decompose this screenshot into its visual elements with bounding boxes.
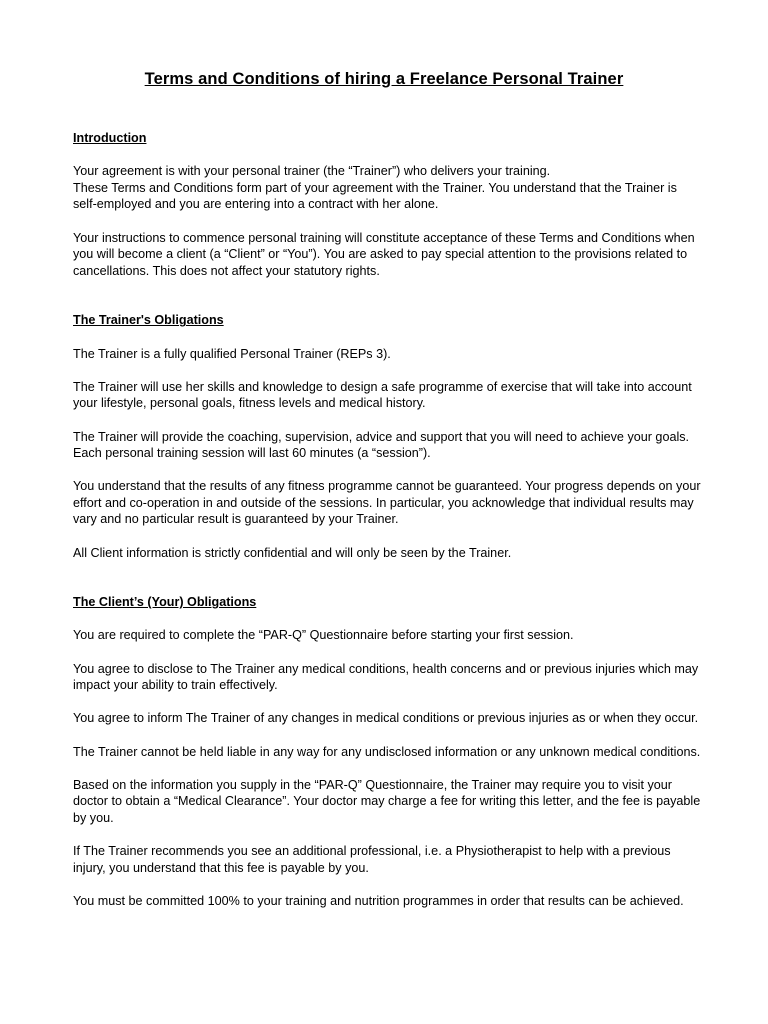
client-paragraph-disclose: You agree to disclose to The Trainer any medical conditions, health concerns and or previous injuries which may impact your ability to train effectively. <box>73 661 699 693</box>
client-paragraph-inform: You agree to inform The Trainer of any changes in medical conditions or previous injuries as or when they occur. <box>73 711 699 726</box>
client-paragraph-additional-professional: If The Trainer recommends you see an additional professional, i.e. a Physiotherapist to help with a previous injury, you understand that this fee is payable by you. <box>73 844 671 875</box>
client-paragraph-liability: The Trainer cannot be held liable in any way for any undisclosed information or any unknown medical conditions. <box>73 744 701 759</box>
trainer-paragraph-confidential: All Client information is strictly confidential and will only be seen by the Trainer. <box>73 545 512 560</box>
section-heading-introduction: Introduction <box>73 131 147 145</box>
section-heading-client-obligations: The Client’s (Your) Obligations <box>73 595 257 610</box>
intro-paragraph-line2: These Terms and Conditions form part of your agreement with the Trainer. You understand that the Trainer is self-employed and you are entering into a contract with her alone. <box>73 180 677 212</box>
trainer-paragraph-programme: The Trainer will use her skills and knowledge to design a safe programme of exercise that will take into account your lifestyle, personal goals, fitness levels and medical history. <box>73 379 692 411</box>
client-paragraph-parq: You are required to complete the “PAR-Q” Questionnaire before starting your first session. <box>73 628 574 643</box>
intro-paragraph-line1: Your agreement is with your personal trainer (the “Trainer”) who delivers your training. <box>73 164 551 179</box>
trainer-paragraph-coaching: The Trainer will provide the coaching, supervision, advice and support that you will need to achieve your goals. Each personal training session will last 60 minutes (a “session”). <box>73 429 690 461</box>
document-title: Terms and Conditions of hiring a Freelance Personal Trainer <box>144 70 624 88</box>
client-paragraph-medical-clearance: Based on the information you supply in the “PAR-Q” Questionnaire, the Trainer may require you to visit your doctor to obtain a “Medical Clearance”. Your doctor may charge a fee for writing this letter, and the fee is payable by you. <box>73 777 701 825</box>
trainer-paragraph-qualified: The Trainer is a fully qualified Personal Trainer (REPs 3). <box>73 346 391 361</box>
intro-paragraph-acceptance: Your instructions to commence personal training will constitute acceptance of these Terms and Conditions when you will become a client (a “Client” or “You”). You are asked to pay special attention to the provisions related to cancellations. This does not affect your statutory rights. <box>73 230 695 278</box>
client-paragraph-commitment: You must be committed 100% to your training and nutrition programmes in order that results can be achieved. <box>73 893 684 908</box>
section-heading-trainer-obligations: The Trainer's Obligations <box>73 313 224 328</box>
document-body <box>73 130 703 910</box>
trainer-paragraph-results: You understand that the results of any fitness programme cannot be guaranteed. Your progress depends on your effort and co-operation in and outside of the sessions. In particular, you acknowledge that individual results may vary and no particular result is guaranteed by your Trainer. <box>73 479 701 527</box>
